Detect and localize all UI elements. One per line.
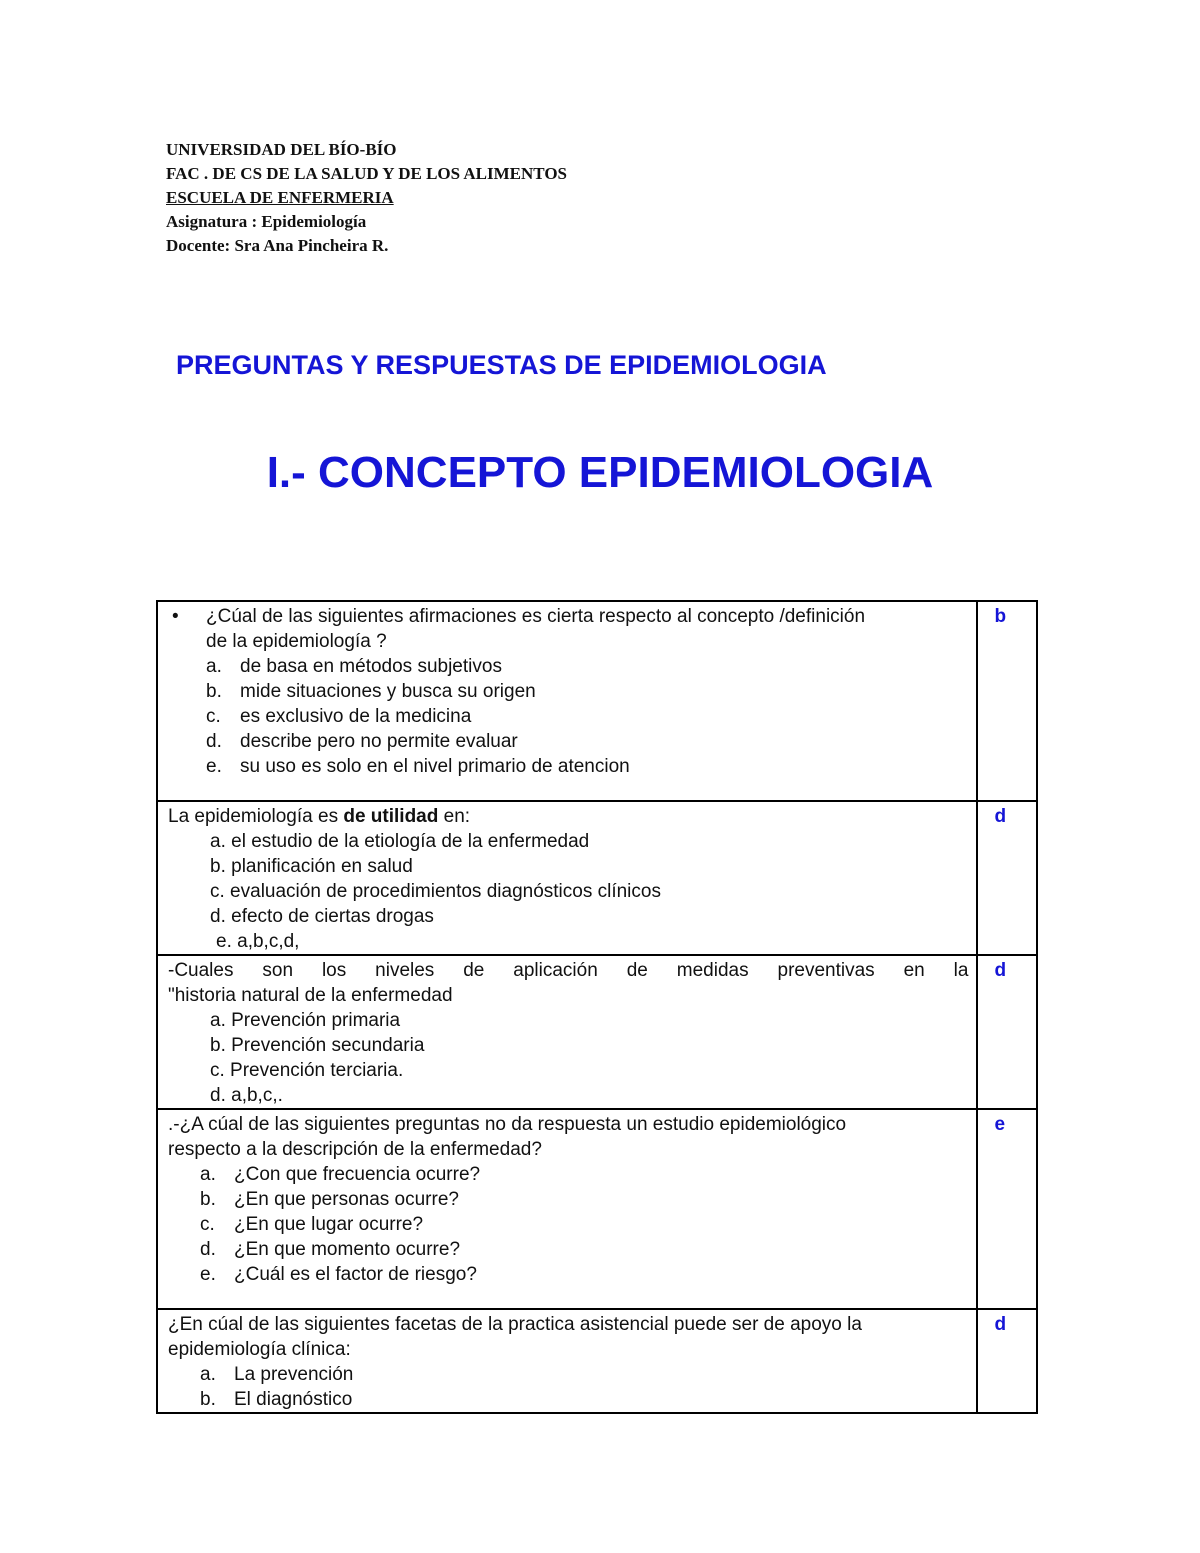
table-row [157,1109,1037,1309]
option-item: a. de basa en métodos subjetivos [206,656,502,677]
answer-cell: d [977,955,1037,1109]
subject-line: Asignatura : Epidemiología [166,212,367,231]
table-row [157,1309,1037,1413]
question-cell [157,955,977,1109]
question-text: ¿En cúal de las siguientes facetas de la practica asistencial puede ser de apoyo la [168,1314,862,1335]
section-title: I.- CONCEPTO EPIDEMIOLOGIA [266,448,934,497]
option-item: b. El diagnóstico [200,1389,353,1410]
faculty-name: FAC . DE CS DE LA SALUD Y DE LOS ALIMENTOS [166,164,568,183]
question-text-cont: epidemiología clínica: [168,1339,351,1360]
option-item: e. su uso es solo en el nivel primario de atencion [206,756,630,777]
question-text: .-¿A cúal de las siguientes preguntas no da respuesta un estudio epidemiológico [168,1114,847,1135]
answer-cell: d [977,801,1037,955]
options-list [206,654,865,779]
option-item: e. a,b,c,d, [216,931,300,952]
table-row [157,955,1037,1109]
option-item: b. Prevención secundaria [210,1035,425,1056]
option-item: b. ¿En que personas ocurre? [200,1189,459,1210]
option-item: d. efecto de ciertas drogas [210,906,434,927]
question-cell [157,801,977,955]
option-item: c. Prevención terciaria. [210,1060,404,1081]
options-list [200,1362,968,1412]
question-text: La epidemiología es de utilidad en: [168,806,471,827]
question-cell [157,601,977,801]
answer-cell: e [977,1109,1037,1309]
option-item: d. a,b,c,. [210,1085,283,1106]
school-name: ESCUELA DE ENFERMERIA [166,188,394,207]
bullet-icon: • [172,606,179,627]
answer-cell: b [977,601,1037,801]
question-text-cont: "historia natural de la enfermedad [168,985,453,1006]
options-list [200,1162,968,1287]
question-text: ¿Cúal de las siguientes afirmaciones es cierta respecto al concepto /definición [206,606,866,627]
option-item: a. Prevención primaria [210,1010,401,1031]
university-name: UNIVERSIDAD DEL BÍO-BÍO [166,140,397,159]
table-row [157,801,1037,955]
option-item: b. mide situaciones y busca su origen [206,681,536,702]
option-item: c. evaluación de procedimientos diagnósticos clínicos [210,881,661,902]
option-item: d. ¿En que momento ocurre? [200,1239,461,1260]
questions-table [156,600,1038,1414]
answer-cell: d [977,1309,1037,1413]
question-cell [157,1309,977,1413]
question-cell [157,1109,977,1309]
option-item: c. ¿En que lugar ocurre? [200,1214,424,1235]
option-item: a. La prevención [200,1364,354,1385]
document-title: PREGUNTAS Y RESPUESTAS DE EPIDEMIOLOGIA [176,350,827,380]
option-item: a. el estudio de la etiología de la enfermedad [210,831,590,852]
question-text-cont: respecto a la descripción de la enfermedad? [168,1139,542,1160]
option-item: e. ¿Cuál es el factor de riesgo? [200,1264,477,1285]
option-item: a. ¿Con que frecuencia ocurre? [200,1164,481,1185]
question-text: -Cuales son los niveles de aplicación de medidas preventivas en la [168,960,969,981]
question-text-cont: de la epidemiología ? [206,631,387,652]
option-item: b. planificación en salud [210,856,413,877]
option-item: d. describe pero no permite evaluar [206,731,518,752]
document-header [166,138,567,258]
table-row [157,601,1037,801]
option-item: c. es exclusivo de la medicina [206,706,472,727]
teacher-line: Docente: Sra Ana Pincheira R. [166,236,389,255]
